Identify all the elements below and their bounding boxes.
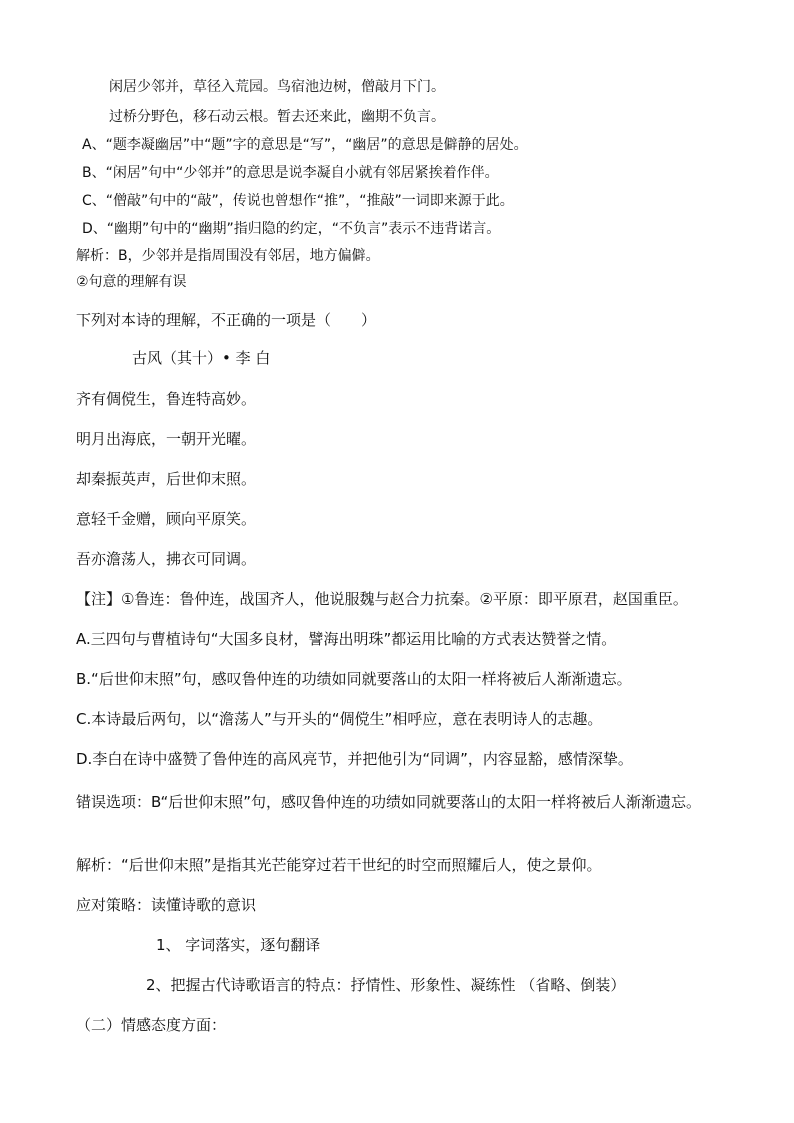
poem2-line-3: 却秦振英声，后世仰末照。 [76,470,257,488]
poem2-line-5: 吾亦澹荡人，拂衣可同调。 [76,550,257,568]
question-2: 下列对本诗的理解，不正确的一项是（ ） [76,311,377,329]
option2-a: A.三四句与曹植诗句“大国多良材，譬海出明珠”都运用比喻的方式表达赞誉之情。 [76,630,617,648]
option2-b: B.“后世仰末照”句，感叹鲁仲连的功绩如同就要落山的太阳一样将被后人渐渐遗忘。 [76,670,632,688]
poem2-title: 古风（其十）• 李 白 [132,349,271,367]
analysis-2: 解析：“后世仰末照”是指其光芒能穿过若干世纪的时空而照耀后人，使之景仰。 [76,856,602,874]
option1-b: B、“闲居”句中“少邻并”的意思是说李凝自小就有邻居紧挨着作伴。 [82,165,499,181]
section-3-title: （二）情感态度方面： [76,1016,227,1034]
strategy-item-1: 1、 字词落实，逐句翻译 [156,936,321,954]
poem2-line-2: 明月出海底，一朝开光曜。 [76,430,257,448]
poem2-line-1: 齐有倜傥生，鲁连特高妙。 [76,390,257,408]
analysis-1: 解析：B，少邻并是指周围没有邻居，地方偏僻。 [76,248,380,264]
option1-d: D、“幽期”句中的“幽期”指归隐的约定，“不负言”表示不违背诺言。 [82,221,501,237]
poem1-line-1: 闲居少邻并，草径入荒园。鸟宿池边树，僧敲月下门。 [109,79,445,95]
option2-d: D.李白在诗中盛赞了鲁仲连的高风亮节，并把他引为“同调”，内容显豁，感情深挚。 [76,750,633,768]
section-2-title: ②句意的理解有误 [76,274,187,290]
poem1-line-2: 过桥分野色，移石动云根。暂去还来此，幽期不负言。 [109,109,445,125]
option2-c: C.本诗最后两句，以“澹荡人”与开头的“倜傥生”相呼应，意在表明诗人的志趣。 [76,710,603,728]
poem2-line-4: 意轻千金赠，顾向平原笑。 [76,510,257,528]
strategy-item-2: 2、把握古代诗歌语言的特点：抒情性、形象性、凝练性 （省略、倒装） [146,976,626,994]
wrong-option: 错误选项：B“后世仰末照”句，感叹鲁仲连的功绩如同就要落山的太阳一样将被后人渐渐遗忘。 [76,793,702,811]
strategy-title: 应对策略：读懂诗歌的意识 [76,896,257,914]
option1-c: C、“僧敲”句中的“敲”，传说也曾想作“推”，“推敲”一词即来源于此。 [82,193,514,209]
poem-note: 【注】①鲁连：鲁仲连，战国齐人，他说服魏与赵合力抗秦。②平原：即平原君，赵国重臣。 [76,590,688,608]
option1-a: A、“题李凝幽居”中“题”字的意思是“写”，“幽居”的意思是僻静的居处。 [82,137,528,153]
